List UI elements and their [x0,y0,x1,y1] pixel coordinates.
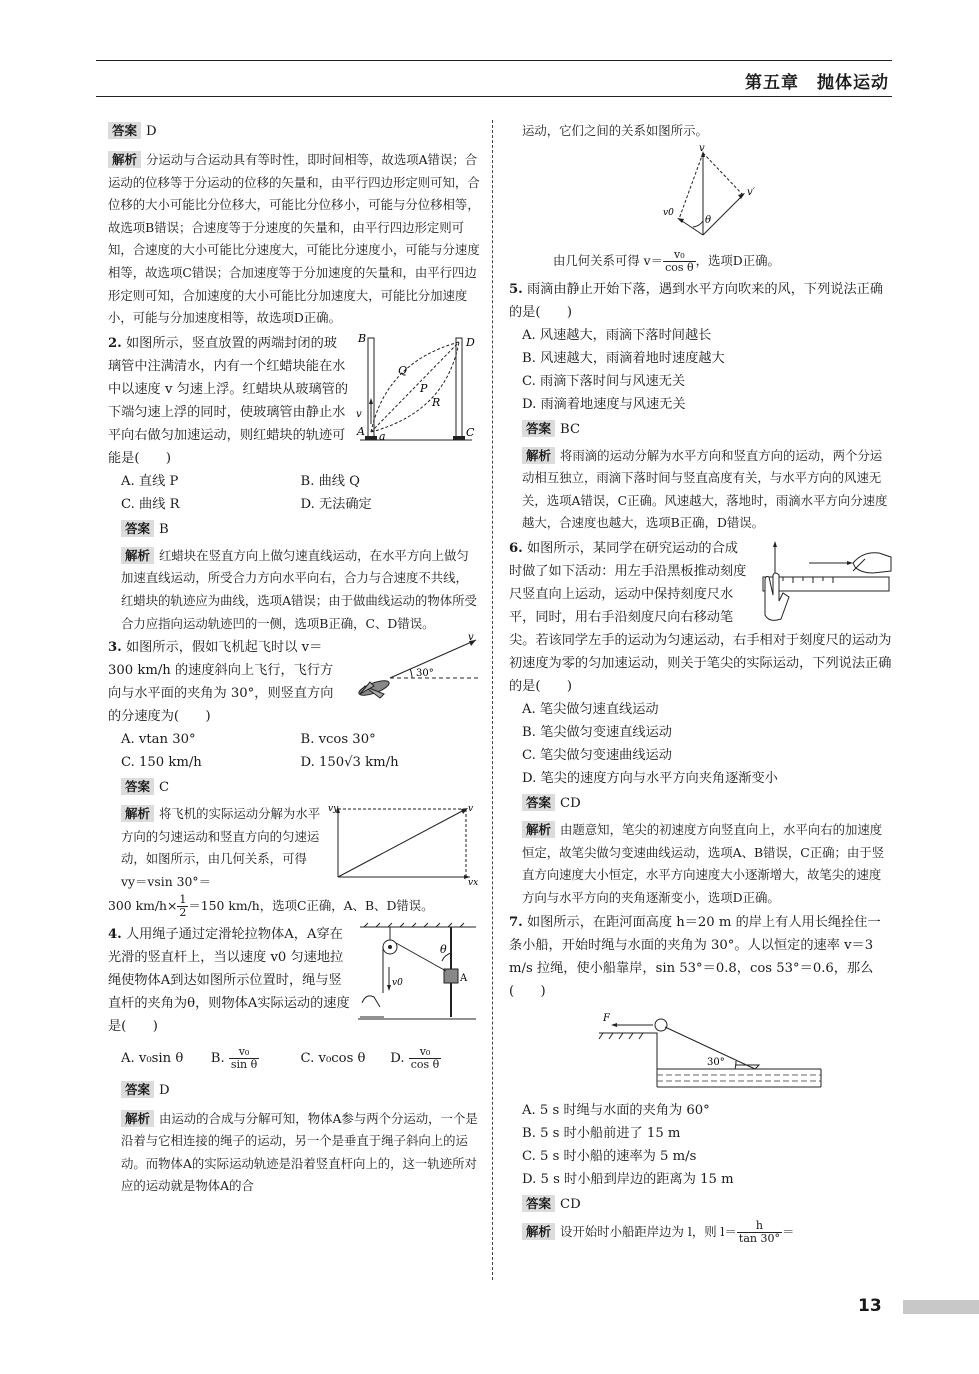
q2-option-c: C. 曲线 R [121,496,180,512]
frac-denominator: sin θ [230,1057,258,1071]
frac-denominator: cos θ [665,260,694,274]
header-bottom-rule [96,96,892,97]
frac-numerator: h [737,1220,782,1233]
q1-answer: D [146,124,157,139]
q6-option-d: D. 笔尖的速度方向与水平方向夹角逐渐变小 [522,770,778,786]
q5-option-b: B. 风速越大，雨滴着地时速度越大 [522,350,725,366]
person-icon [360,995,384,1016]
fig-label-a: A [460,972,468,984]
fig-label-vprime: v′ [747,186,755,198]
fig-label-theta: θ [440,942,447,956]
q6-explanation: 由题意知，笔尖的初速度方向竖直向上，水平向右的加速度恒定，故笔尖做匀变速曲线运动，选项A、B错误，C正确；由于竖直方向速度大小恒定，水平方向速度大小逐渐增大，故笔尖的速度方向与水平方向的夹角逐渐变小，选项D正确。 [522,821,885,905]
q5-option-c: C. 雨滴下落时间与风速无关 [522,373,686,389]
q6-option-c: C. 笔尖做匀变速曲线运动 [522,747,672,763]
q4-option-d [390,1046,480,1071]
q4-formula-pre: 由几何关系可得 v＝ [553,252,664,268]
explain-label: 解析 [121,805,154,822]
frac-numerator: v₀ [409,1046,442,1059]
right-column [509,120,893,1245]
q4-option-b [211,1046,301,1071]
q6-answer: CD [560,795,581,811]
q4-number: 4. [108,926,122,942]
q3-option-d: D. 150√3 km/h [300,755,399,771]
fig-label-b: B [358,331,367,345]
answer-label: 答案 [121,778,154,795]
q3-explanation-b-post: ＝150 km/h，选项C正确，A、B、D错误。 [188,897,434,913]
q3-decomposition-figure [328,803,480,889]
q2-options-row1 [108,470,480,493]
q2-answer: B [159,521,169,537]
q3-half-fraction [177,894,188,919]
question-6 [509,537,893,909]
frac-numerator: 1 [179,892,187,906]
fig-label-v: v [699,142,705,154]
answer-label: 答案 [121,520,154,537]
q4-velocity-figure [649,143,759,241]
question-7 [509,911,893,1245]
q6-stem-a: 如图所示，某同学在研究运动的合成时做了如下活动：用左手沿黑板推动刻度尺竖直向上运动，运动中保持刻度尺水平，同时，用 [509,540,747,625]
q4-formula-post: ，选项D正确。 [695,252,780,268]
q3-answer: C [159,780,170,796]
fig-label-v0: v0 [392,977,403,988]
q5-option-a: A. 风速越大，雨滴下落时间越长 [522,327,712,343]
column-divider [492,120,493,1280]
q3-option-a: A. vtan 30° [121,732,196,748]
q4-stem: 人用绳子通过定滑轮拉物体A，A穿在光滑的竖直杆上，当以速度 v0 匀速地拉绳使物体A到达如图所示位置时，绳与竖直杆的夹角为θ，则物体A实际运动的速度是( ) [108,926,350,1034]
q3-options-row1 [108,728,480,751]
q4-answer: D [159,1082,170,1098]
q2-number: 2. [108,335,122,351]
frac-denominator: tan 30° [738,1232,780,1246]
q2-figure [356,332,480,450]
fig-label-vx: vx [468,878,479,889]
fig-label-v: v [468,632,474,644]
q5-answer: BC [560,421,581,437]
page-number: 13 [858,1296,882,1316]
question-3 [108,632,480,919]
q4-explanation: 由运动的合成与分解可知，物体A参与两个分运动，一个是沿着与它相连接的绳子的运动，另一个是垂直于绳子斜向上的运动。而物体A的实际运动轨迹是沿着竖直杆向上的，这一轨迹所对应的运动就是物体A的合 [121,1110,478,1194]
answer-label: 答案 [522,794,555,811]
q3-figure [350,632,480,706]
question-4 [108,923,480,1198]
q3-stem: 如图所示，假如飞机起飞时以 v＝300 km/h 的速度斜向上飞行，飞行方向与水平面的夹角为 30°，则竖直方向的分速度为( ) [108,640,334,725]
fig-label-r: R [432,395,441,409]
explain-label: 解析 [121,547,154,564]
q1-explanation: 分运动与合运动具有等时性，即时间相等，故选项A错误；合运动的位移等于分运动的位移的矢量和，由平行四边形定则可知，合位移的大小可能比分位移大，可能比分位移小，可能与分位移相等，故选项B错误；合速度等于分速度的矢量和，由平行四边形定则可知，合速度的大小可能比分速度大，可能比分速度小，可能与分速度相等，故选项C错误；合加速度等于分加速度的矢量和，由平行四边形定则可知，合加速度的大小可能比分加速度大，可能比分加速度小，可能与分加速度相等，故选项D正确。 [108,152,480,326]
question-2 [108,332,480,635]
fig-label-q: Q [398,363,408,377]
explain-label: 解析 [522,1223,555,1240]
frac-denominator: 2 [179,905,187,919]
q7-option-d: D. 5 s 时小船到岸边的距离为 15 m [522,1172,734,1188]
answer-label: 答案 [522,1195,555,1212]
q6-option-a: A. 笔尖做匀速直线运动 [522,701,659,717]
left-column [108,120,480,1198]
page-number-bar [903,1300,979,1314]
q3-explanation-a: 将飞机的实际运动分解为水平方向的匀速运动和竖直方向的匀速运动，如图所示，由几何关系，可得 vy＝vsin 30°＝ [121,806,321,889]
q5-stem: 雨滴由静止开始下落，遇到水平方向吹来的风，下列说法正确的是( ) [509,281,884,320]
option-label: B. [210,1050,225,1066]
fig-label-c: C [466,425,475,439]
q3-options-row2 [108,751,480,774]
q5-option-d: D. 雨滴着地速度与风速无关 [522,396,686,412]
chapter-title: 第五章 抛体运动 [745,73,889,93]
q4-velocity-figure-wrap [509,143,893,249]
q2-options-row2 [108,493,480,516]
q3-option-c: C. 150 km/h [121,755,202,771]
fig-label-theta: θ [705,214,712,226]
q2-option-d: D. 无法确定 [300,496,372,512]
fig-label-a: A [357,424,365,438]
q4-option-c: C. v₀cos θ [300,1050,366,1066]
q6-number: 6. [509,540,523,556]
fig-label-vy: vy [328,804,339,815]
q7-option-c: C. 5 s 时小船的速率为 5 m/s [522,1149,697,1165]
q4-options [108,1046,480,1071]
q2-option-b: B. 曲线 Q [300,473,360,489]
q6-stem-b: 右手沿刻度尺向右移动笔尖。若该同学左手的运动为匀速运动，右手相对于刻度尺的运动为初速度为零的匀加速运动，则关于笔尖的实际运动，下列说法正确的是( ) [509,609,892,694]
q2-stem: 如图所示，竖直放置的两端封闭的玻璃管中注满清水，内有一个红蜡块能在水中以速度 v 匀速上浮。红蜡块从玻璃管的下端匀速上浮的同时，使玻璃管由静止水平向右做匀加速运动，则红蜡块的轨迹可能是( ) [108,335,349,466]
answer-label: 答案 [522,420,555,437]
q4-option-a: A. v₀sin θ [121,1050,184,1066]
q7-fraction [737,1220,782,1245]
q7-stem: 如图所示，在距河面高度 h＝20 m 的岸上有人用长绳拴住一条小船，开始时绳与水面的夹角为 30°。人以恒定的速率 v＝3 m/s 拉绳，使小船靠岸，sin 53°＝0.8，cos 53°＝0.6，那么( ) [509,915,881,1000]
q7-figure-wrap [509,1007,893,1095]
airplane-icon [357,678,390,698]
q4-continued-text: 运动，它们之间的关系如图所示。 [522,123,708,138]
q7-explanation-pre: 设开始时小船距岸边为 l，则 l＝ [560,1224,737,1240]
q3-number: 3. [108,640,122,656]
fig-label-v0: v0 [663,207,674,218]
explain-label: 解析 [522,821,555,838]
frac-numerator: v₀ [229,1046,259,1059]
q7-number: 7. [509,915,523,931]
q5-explanation: 将雨滴的运动分解为水平方向和竖直方向的运动，两个分运动相互独立，雨滴下落时间与竖直高度有关，与水平方向的风速无关，选项A错误，C正确。风速越大，落地时，雨滴水平方向分速度越大，合速度也越大，选项B正确，D错误。 [522,447,888,531]
question-5 [509,278,893,535]
explain-label: 解析 [121,1110,154,1127]
q4-option-d-fraction [409,1046,442,1071]
explain-label: 解析 [522,447,555,464]
fig-label-v: v [468,804,474,815]
frac-denominator: cos θ [410,1057,440,1071]
q5-number: 5. [509,281,523,297]
answer-label: 答案 [121,1081,154,1098]
q4-formula-fraction [663,249,696,274]
option-label: D. [390,1050,405,1066]
fig-label-f: F [603,1013,610,1025]
q3-option-b: B. vcos 30° [300,732,376,748]
q4-option-b-fraction [229,1046,259,1071]
fig-label-v: v [356,408,362,420]
q4-figure [356,923,480,1027]
fig-label-a-small: a [379,429,386,443]
q7-option-a: A. 5 s 时绳与水面的夹角为 60° [522,1103,710,1119]
fig-label-angle: 30° [707,1057,725,1069]
q7-figure [595,1007,825,1087]
q3-explanation-b-pre: 300 km/h× [108,897,178,913]
right-hand-pen-icon [853,553,891,573]
fig-label-d: D [466,335,475,349]
q7-explanation-post: ＝ [781,1224,795,1240]
q7-answer: CD [560,1197,581,1213]
q6-option-b: B. 笔尖做匀变速直线运动 [522,724,672,740]
q2-explanation: 红蜡块在竖直方向上做匀速直线运动，在水平方向上做匀加速直线运动，所受合力方向水平向右，合力与合速度不共线，红蜡块的轨迹应为曲线，选项A错误；由于做曲线运动的物体所受合力应指向运动轨迹凹的一侧，选项B正确，C、D错误。 [121,547,477,631]
frac-numerator: v₀ [663,249,696,262]
q2-option-a: A. 直线 P [121,473,179,489]
header-top-rule [96,60,892,61]
fig-label-p: P [420,381,428,395]
q7-option-b: B. 5 s 时小船前进了 15 m [522,1126,681,1142]
q6-figure [753,537,893,625]
explain-label: 解析 [108,151,141,168]
answer-label: 答案 [108,122,141,139]
fig-label-angle: 30° [416,668,434,680]
